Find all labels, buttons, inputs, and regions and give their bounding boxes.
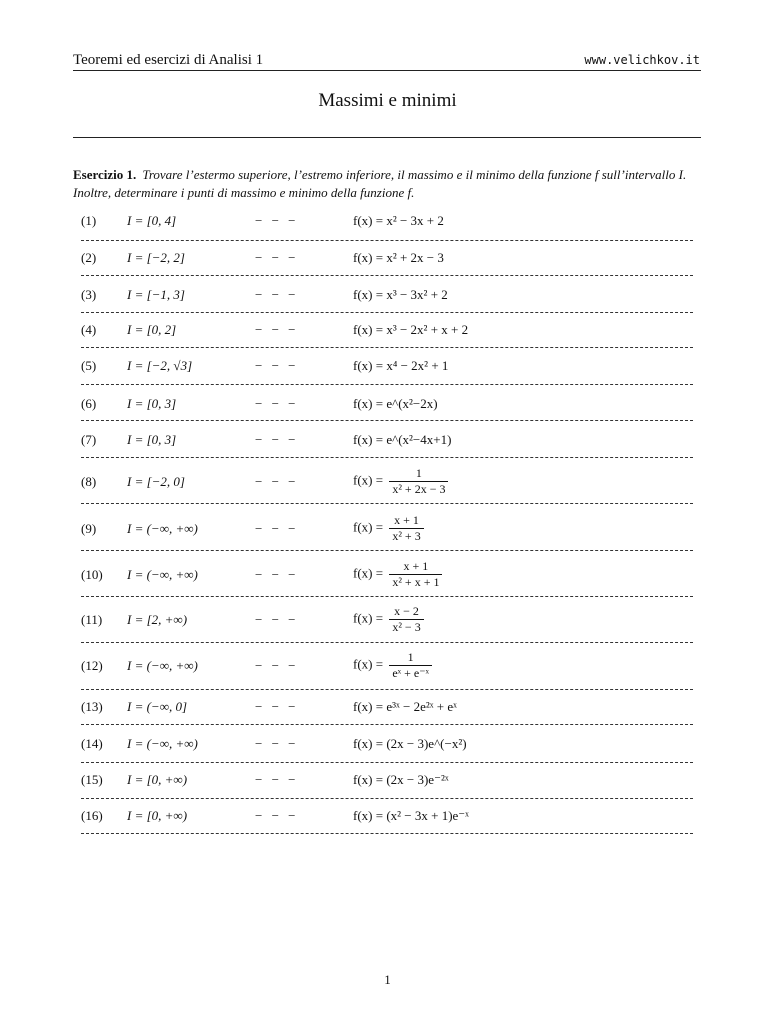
row-placeholder: − − − [255, 658, 299, 673]
row-function: f(x) = (2x − 3)e^(−x²) [353, 736, 467, 751]
exercise-text: Trovare l’estermo superiore, l’estremo inferiore, il massimo e il minimo della funzione f sull’intervallo I. Inoltre, determinare i punti di massimo e minimo della funzione f. [73, 167, 687, 200]
fraction-denominator: eˣ + e⁻ˣ [392, 666, 430, 680]
page-number: 1 [384, 972, 391, 987]
row-function: f(x) = e^(x²−4x+1) [353, 432, 452, 447]
exercise-statement [73, 166, 703, 202]
row-separator [81, 798, 693, 799]
row-interval: I = [−2, 0] [127, 474, 185, 489]
row-interval: I = (−∞, 0] [127, 699, 188, 714]
page-title: Massimi e minimi [318, 90, 457, 111]
row-number: (4) [81, 322, 97, 337]
row-separator [81, 240, 693, 241]
row-number: (2) [81, 250, 97, 265]
row-function: f(x) = x⁴ − 2x² + 1 [353, 358, 449, 373]
row-placeholder: − − − [255, 213, 299, 228]
row-placeholder: − − − [255, 322, 299, 337]
header-rule [73, 70, 701, 71]
row-interval: I = (−∞, +∞) [127, 658, 198, 673]
fraction-denominator: x² + 3 [392, 529, 421, 543]
row-number: (14) [81, 736, 103, 751]
row-interval: I = (−∞, +∞) [127, 567, 198, 582]
header-website[interactable]: www.velichkov.it [584, 53, 700, 67]
row-placeholder: − − − [255, 808, 299, 823]
row-interval: I = [0, +∞) [127, 772, 188, 787]
row-number: (16) [81, 808, 103, 823]
row-placeholder: − − − [255, 287, 299, 302]
row-placeholder: − − − [255, 736, 299, 751]
function-prefix: f(x) = [353, 656, 384, 672]
row-number: (12) [81, 658, 103, 673]
row-number: (7) [81, 432, 97, 447]
row-separator [81, 275, 693, 276]
row-separator [81, 503, 693, 504]
row-placeholder: − − − [255, 699, 299, 714]
function-prefix: f(x) = [353, 472, 384, 488]
row-number: (5) [81, 358, 97, 373]
function-prefix: f(x) = [353, 565, 384, 581]
row-interval: I = (−∞, +∞) [127, 736, 198, 751]
row-interval: I = (−∞, +∞) [127, 521, 198, 536]
row-interval: I = [0, 3] [127, 396, 177, 411]
row-interval: I = [0, 4] [127, 213, 177, 228]
row-separator [81, 347, 693, 348]
row-number: (1) [81, 213, 97, 228]
row-function: f(x) = x³ − 3x² + 2 [353, 287, 448, 302]
row-function: f(x) = e^(x²−2x) [353, 396, 438, 411]
row-number: (10) [81, 567, 103, 582]
row-number: (8) [81, 474, 97, 489]
row-separator [81, 596, 693, 597]
row-interval: I = [0, 2] [127, 322, 177, 337]
page-header [73, 52, 700, 70]
row-placeholder: − − − [255, 250, 299, 265]
row-function: f(x) = e³ˣ − 2e²ˣ + eˣ [353, 699, 457, 714]
row-separator [81, 312, 693, 313]
row-function [353, 513, 424, 544]
row-function: f(x) = (x² − 3x + 1)e⁻ˣ [353, 808, 469, 823]
title-rule [73, 137, 701, 138]
row-interval: I = [−2, √3] [127, 358, 193, 373]
row-interval: I = [2, +∞) [127, 612, 188, 627]
row-function: f(x) = x² + 2x − 3 [353, 250, 444, 265]
row-separator [81, 457, 693, 458]
header-book-title: Teoremi ed esercizi di Analisi 1 [73, 52, 264, 68]
row-separator [81, 689, 693, 690]
row-number: (11) [81, 612, 103, 627]
row-number: (6) [81, 396, 97, 411]
fraction [389, 650, 432, 681]
row-placeholder: − − − [255, 474, 299, 489]
row-separator [81, 642, 693, 643]
row-interval: I = [0, +∞) [127, 808, 188, 823]
fraction-numerator: 1 [389, 466, 448, 482]
row-number: (3) [81, 287, 97, 302]
fraction [389, 604, 423, 635]
row-placeholder: − − − [255, 612, 299, 627]
row-separator [81, 833, 693, 834]
row-function: f(x) = (2x − 3)e⁻²ˣ [353, 772, 449, 787]
fraction-numerator: 1 [389, 650, 432, 666]
row-separator [81, 420, 693, 421]
function-prefix: f(x) = [353, 519, 384, 535]
row-interval: I = [0, 3] [127, 432, 177, 447]
row-placeholder: − − − [255, 521, 299, 536]
fraction [389, 559, 442, 590]
row-function [353, 604, 424, 635]
function-prefix: f(x) = [353, 610, 384, 626]
row-placeholder: − − − [255, 772, 299, 787]
row-separator [81, 384, 693, 385]
row-function: f(x) = x² − 3x + 2 [353, 213, 444, 228]
row-placeholder: − − − [255, 432, 299, 447]
row-number: (15) [81, 772, 103, 787]
row-placeholder: − − − [255, 358, 299, 373]
fraction-numerator: x + 1 [389, 513, 423, 529]
fraction-numerator: x − 2 [389, 604, 423, 620]
exercise-label: Esercizio 1. [73, 167, 137, 182]
row-separator [81, 550, 693, 551]
row-number: (13) [81, 699, 103, 714]
row-placeholder: − − − [255, 567, 299, 582]
row-interval: I = [−1, 3] [127, 287, 185, 302]
fraction-denominator: x² − 3 [392, 620, 421, 634]
fraction-denominator: x² + 2x − 3 [392, 482, 446, 496]
row-separator [81, 724, 693, 725]
row-function [353, 650, 432, 681]
row-function [353, 466, 448, 497]
row-function: f(x) = x³ − 2x² + x + 2 [353, 322, 469, 337]
row-separator [81, 762, 693, 763]
fraction [389, 466, 448, 497]
row-interval: I = [−2, 2] [127, 250, 185, 265]
fraction-numerator: x + 1 [389, 559, 442, 575]
fraction-denominator: x² + x + 1 [392, 575, 440, 589]
row-number: (9) [81, 521, 97, 536]
fraction [389, 513, 423, 544]
row-function [353, 559, 442, 590]
row-placeholder: − − − [255, 396, 299, 411]
